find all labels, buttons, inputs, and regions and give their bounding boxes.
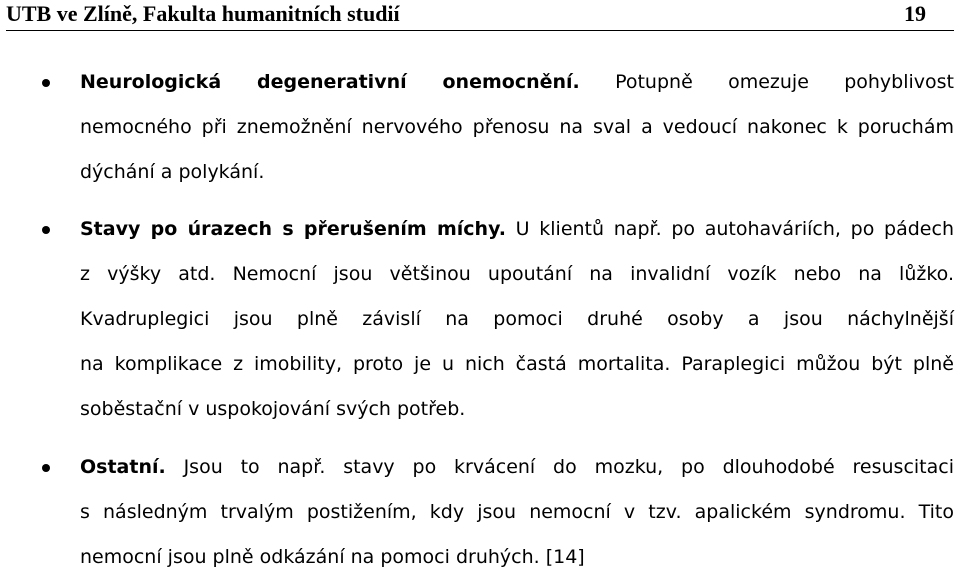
line-text: z výšky atd. Nemocní jsou většinou upoutání na invalidní vozík nebo na lůžko. (80, 263, 954, 285)
bullet-icon (42, 464, 50, 472)
paragraph-line (80, 105, 954, 150)
line-text: s následným trvalým postižením, kdy jsou nemocní v tzv. apalickém syndromu. Tito (80, 501, 954, 523)
page-number: 19 (904, 1, 926, 26)
paragraph-line (80, 252, 954, 297)
item-heading: Neurologická degenerativní onemocnění. (80, 71, 580, 93)
paragraph-line (80, 342, 954, 387)
bullet-icon (42, 79, 50, 87)
paragraph-line (80, 207, 954, 252)
item-heading: Ostatní. (80, 456, 166, 478)
line-text: soběstační v uspokojování svých potřeb. (80, 398, 466, 420)
list-item-other (80, 445, 954, 580)
paragraph-line (80, 445, 954, 490)
line-text: Jsou to např. stavy po krvácení do mozku, po dlouhodobé resuscitaci (165, 456, 954, 478)
line-text: nemocní jsou plně odkázání na pomoci druhých. [14] (80, 546, 585, 568)
list-item-neurological (80, 60, 954, 195)
item-heading: Stavy po úrazech s přerušením míchy. (80, 218, 506, 240)
line-text: na komplikace z imobility, proto je u nich častá mortalita. Paraplegici můžou být plně (80, 353, 954, 375)
paragraph-line (80, 387, 954, 432)
paragraph-line (80, 490, 954, 535)
paragraph-line (80, 150, 954, 195)
line-text: nemocného při znemožnění nervového přenosu na sval a vedoucí nakonec k poruchám (80, 116, 954, 138)
line-text: dýchání a polykání. (80, 161, 265, 183)
header-title: UTB ve Zlíně, Fakulta humanitních studií (6, 1, 400, 26)
list-item-spinal-injury (80, 207, 954, 432)
line-text: U klientů např. po autohaváriích, po pádech (505, 218, 954, 240)
paragraph-line (80, 535, 954, 580)
line-text: Potupně omezuje pohyblivost (579, 71, 955, 93)
paragraph-line (80, 297, 954, 342)
line-text: Kvadruplegici jsou plně závislí na pomoci druhé osoby a jsou náchylnější (80, 308, 954, 330)
paragraph-line (80, 60, 954, 105)
bullet-icon (42, 226, 50, 234)
